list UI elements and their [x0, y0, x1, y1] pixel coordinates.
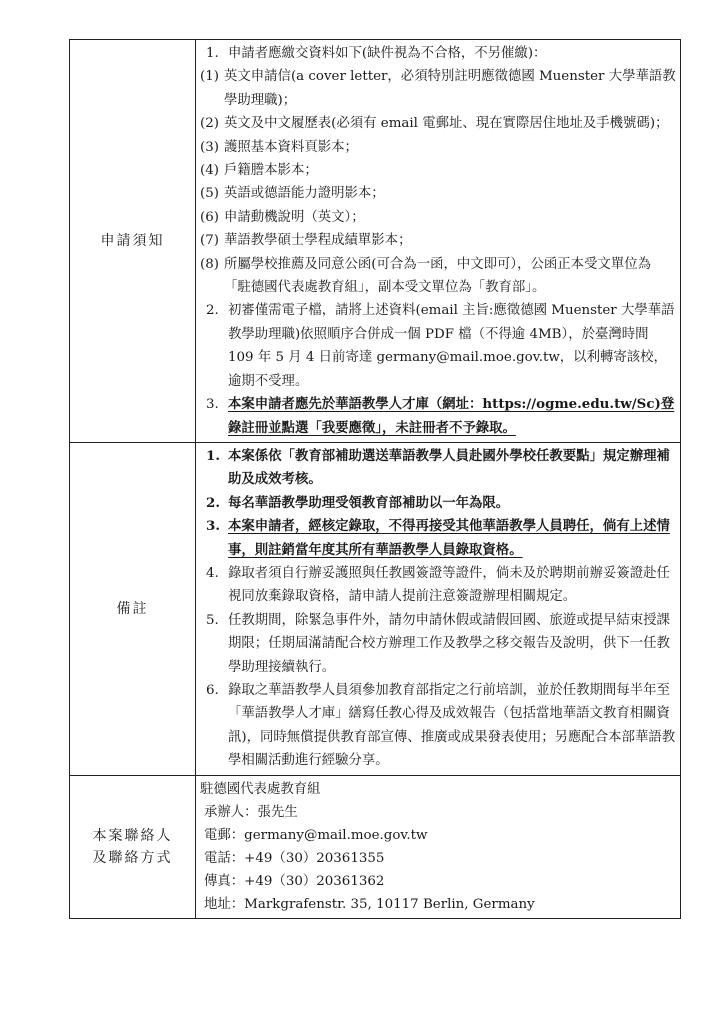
required-document-item [200, 65, 676, 112]
item-text: 每名華語教學助理受領教育部補助以一年為限。 [228, 494, 510, 511]
item-text-emphasized: 本案申請者應先於華語教學人才庫（網址：https://ogme.edu.tw/Sc)登錄註冊並點選「我要應徵」，未註冊者不予錄取。 [228, 396, 675, 436]
item-number: 6. [206, 682, 219, 698]
contact-label-line: 本案聯絡人 [92, 827, 173, 844]
remarks-content [196, 442, 681, 775]
item-number: 3. [206, 397, 219, 413]
item-text: 錄取者須自行辦妥護照與任教國簽證等證件，倘未及於聘期前辦妥簽證赴任視同放棄錄取資格，請申請人提前注意簽證辦理相關規定。 [228, 565, 670, 605]
item-number: 4. [206, 565, 219, 581]
notice-label: 申請須知 [70, 40, 196, 443]
contact-handler: 承辦人：張先生 [204, 804, 298, 820]
remark-item [200, 679, 676, 773]
notice-row [70, 40, 681, 443]
contact-row [70, 775, 681, 918]
item-number: (5) [200, 186, 219, 202]
item-text: 華語教學碩士學程成績單影本； [224, 233, 412, 249]
contact-email: 電郵：germany@mail.moe.gov.tw [204, 827, 428, 843]
item-number: 1. [206, 447, 220, 464]
item-number: (3) [200, 139, 219, 155]
item-number: (4) [200, 163, 219, 179]
item-number: 5. [206, 612, 219, 628]
required-document-item [200, 229, 676, 252]
item-text: 本案申請者，經核定錄取，不得再接受其他華語教學人員聘任，倘有上述情事，則註銷當年度其所有華語教學人員錄取資格。 [228, 518, 670, 558]
item-text: 英語或德語能力證明影本； [224, 186, 385, 202]
remark-item [200, 515, 676, 562]
contact-label [70, 775, 196, 918]
item-number: (6) [200, 209, 219, 225]
remark-item [200, 562, 676, 609]
contact-label-line: 及聯絡方式 [92, 849, 173, 866]
required-document-item [200, 136, 676, 159]
item-number: (2) [200, 116, 219, 132]
item-number: (8) [200, 256, 219, 272]
item-number: (7) [200, 233, 219, 249]
item-number: 2. [206, 303, 219, 319]
remark-item [200, 445, 676, 492]
item-text: 護照基本資料頁影本； [224, 139, 358, 155]
notice-content [196, 40, 681, 443]
contact-content [196, 775, 681, 918]
required-document-item [200, 253, 676, 300]
requirements-table [69, 39, 681, 919]
item-text: 所屬學校推薦及同意公函(可合為一函，中文即可），公函正本受文單位為「駐德國代表處教育組」，副本受文單位為「教育部」。 [224, 256, 652, 296]
remarks-row [70, 442, 681, 775]
remark-item [200, 492, 676, 515]
item-number: 2. [206, 494, 220, 511]
required-document-item [200, 206, 676, 229]
remarks-label: 備註 [70, 442, 196, 775]
contact-phone: 電話：+49（30）20361355 [204, 850, 385, 866]
remark-item [200, 609, 676, 679]
contact-address: 地址：Markgrafenstr. 35, 10117 Berlin, Germany [204, 896, 535, 912]
item-text: 申請者應繳交資料如下(缺件視為不合格，不另催繳)： [228, 46, 547, 61]
required-document-item [200, 182, 676, 205]
required-document-item [200, 159, 676, 182]
item-number: (1) [200, 69, 219, 85]
item-text: 申請動機說明（英文）； [224, 209, 365, 225]
notice-item-1 [200, 42, 676, 65]
item-number: 1. [206, 46, 219, 61]
item-text: 任教期間，除緊急事件外，請勿申請休假或請假回國、旅遊或提早結束授課期限；任期屆滿請配合校方辦理工作及教學之移交報告及說明，供下一任教學助理接續執行。 [228, 612, 670, 675]
required-document-item [200, 112, 676, 135]
item-text: 英文申請信(a cover letter，必須特別註明應徵德國 Muenster 大學華語教學助理職)； [224, 69, 676, 108]
item-text: 錄取之華語教學人員須參加教育部指定之行前培訓，並於任教期間每半年至「華語教學人才庫」繕寫任教心得及成效報告（包括當地華語文教育相關資訊)，同時無償提供教育部宣傳、推廣或成果發表使用；另應配合本部華語教學相關活動進行經驗分享。 [228, 682, 676, 769]
notice-item-3 [200, 393, 676, 440]
item-number: 3. [206, 518, 220, 535]
required-documents-list [200, 65, 676, 299]
item-text: 初審僅需電子檔，請將上述資料(email 主旨:應徵德國 Muenster 大學華語教學助理職)依照順序合併成一個 PDF 檔（不得逾 4MB），於臺灣時間 109 年 5 月 4 日前寄達 germany@mail.moe.gov.tw，以利轉寄該校，逾期不受理。 [228, 303, 675, 389]
item-text: 英文及中文履歷表(必須有 email 電郵址、現在實際居住地址及手機號碼)； [224, 116, 669, 132]
item-text: 本案係依「教育部補助選送華語教學人員赴國外學校任教要點」規定辦理補助及成效考核。 [228, 447, 670, 488]
contact-fax: 傳真：+49（30）20361362 [204, 873, 385, 889]
item-text: 戶籍謄本影本； [224, 163, 318, 179]
notice-item-2 [200, 299, 676, 393]
contact-org: 駐德國代表處教育組 [200, 781, 321, 797]
